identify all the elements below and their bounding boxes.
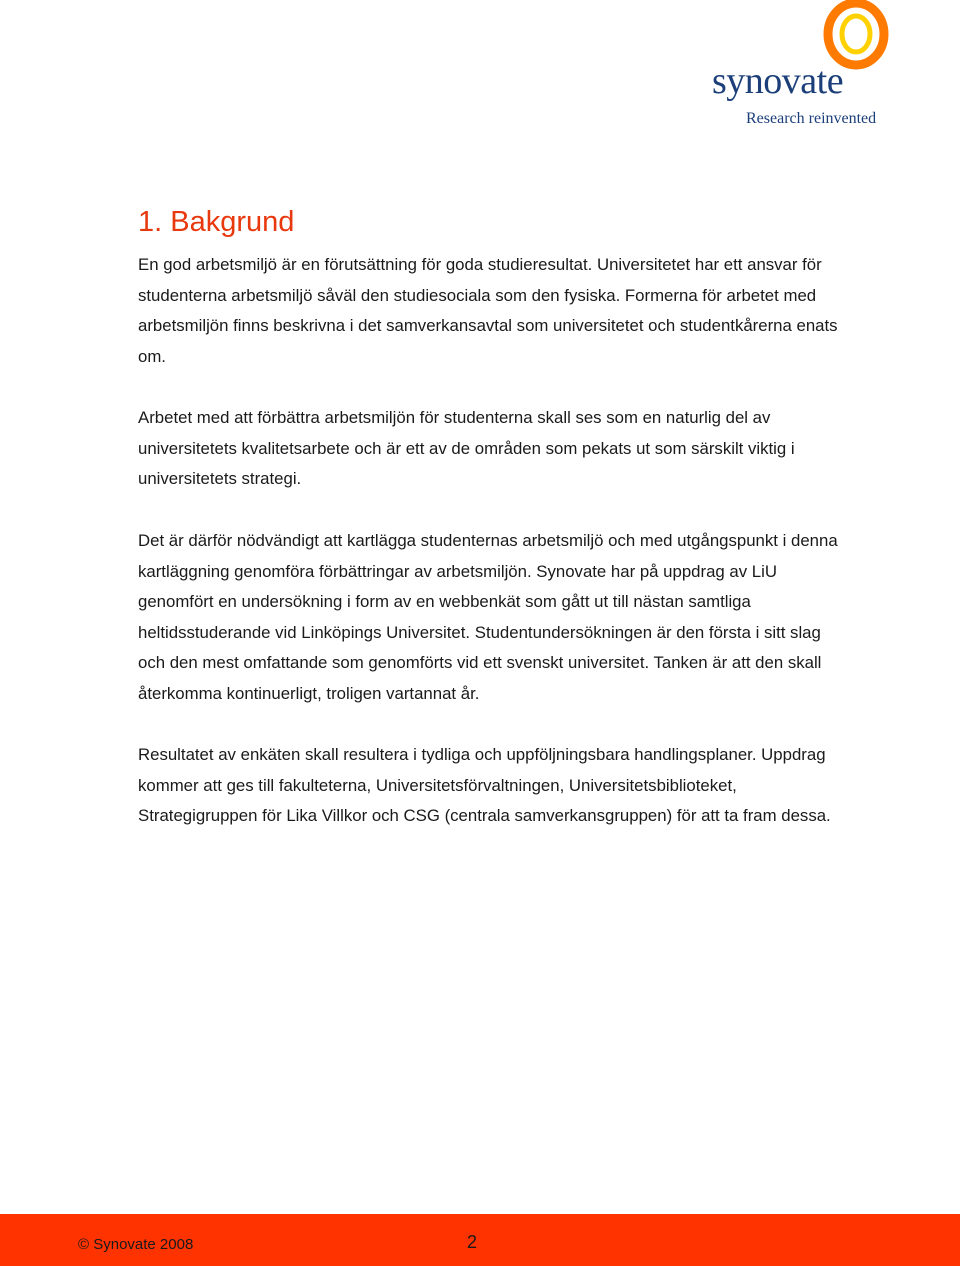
section-heading: 1. Bakgrund [138, 206, 295, 238]
paragraph-3: Det är därför nödvändigt att kartlägga studenternas arbetsmiljö och med utgångspunkt i denna kartläggning genomföra förbättringar av arbetsmiljön. Synovate har på uppdrag av LiU genomfört en undersökning i form av en webbenkät som gått ut till nästan samtliga heltidsstuderande vid Linköpings Universitet. Studentundersökningen är den första i sitt slag och den mest omfattande som genomförts vid ett svenskt universitet. Tanken är att den skall återkomma kontinuerligt, troligen vartannat år. [138, 531, 838, 703]
paragraph-1: En god arbetsmiljö är en förutsättning för goda studieresultat. Universitetet har ett ansvar för studenterna arbetsmiljö såväl den studiesociala som den fysiska. Formerna för arbetet med arbetsmiljön finns beskrivna i det samverkansavtal som universitetet och studentkårerna enats om. [138, 255, 838, 366]
footer-copyright: © Synovate 2008 [78, 1236, 194, 1253]
paragraph-4: Resultatet av enkäten skall resultera i tydliga och uppföljningsbara handlingsplaner. Uppdrag kommer att ges till fakulteterna, Universitetsförvaltningen, Universitetsbiblioteket, Strategigruppen för Lika Villkor och CSG (centrala samverkansgruppen) för att ta fram dessa. [138, 745, 831, 826]
logo-wordmark: synovate [712, 60, 844, 102]
page-number: 2 [467, 1232, 478, 1252]
paragraph-2: Arbetet med att förbättra arbetsmiljön för studenterna skall ses som en naturlig del av universitetets kvalitetsarbete och är ett av de områden som pekats ut som särskilt viktig i universitetets strategi. [138, 408, 795, 489]
synovate-logo [700, 0, 900, 135]
logo-tagline: Research reinvented [746, 110, 877, 127]
footer-bar [0, 1214, 960, 1266]
